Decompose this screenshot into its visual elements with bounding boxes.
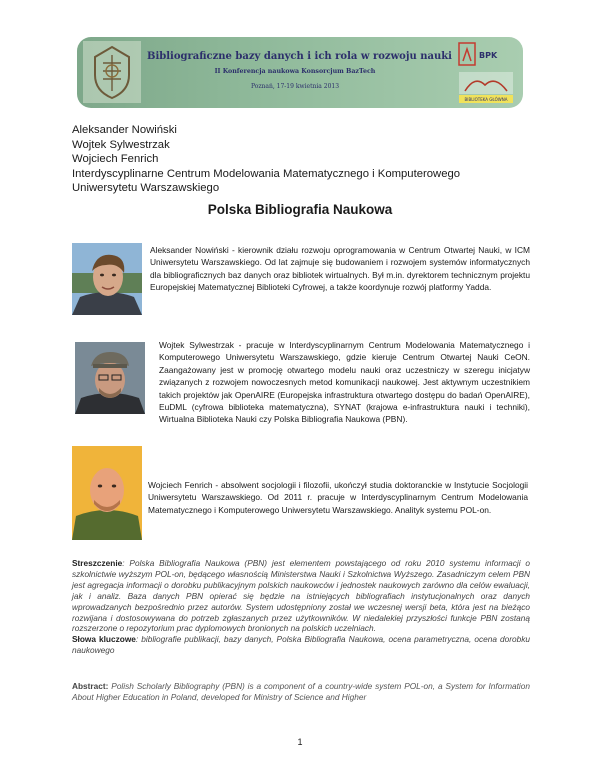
- banner-date: Poznań, 17-19 kwietnia 2013: [250, 83, 340, 90]
- bio-photo-spacer: [72, 339, 159, 414]
- bpk-logo-text: BPK: [479, 51, 498, 60]
- abstract-en-label: Abstract:: [72, 681, 109, 691]
- keywords-text: : bibliografie publikacji, bazy danych, Polska Bibliografia Naukowa, ocena parametryczna, ocena dorobku naukowego: [72, 634, 530, 656]
- page-number: 1: [297, 737, 303, 747]
- keywords: [72, 634, 530, 656]
- bio-sylwestrzak-text: Wojtek Sylwestrzak - pracuje w Interdyscyplinarnym Centrum Modelowania Matematycznego i Komputerowego Uniwersytetu Warszawskiego, gdzie kieruje Centrum Otwartej Nauki CeON. Zaangażowany jest w promocję otwartego modelu nauki oraz uczestniczy w szeregu inicjatyw związanych z rozwojem nowoczesnych metod komunikacji naukowej. Jest aktywnym uczestnikiem takich projektów jak OpenAIRE (Europejska infrastruktura otwartego dostępu do badań OpenAIRE), EuDML (cyfrowa biblioteka matematyczna), SYNAT (krajowa e-infrastruktura nauki i techniki), Wirtualna Biblioteka Nauki czy Polska Bibliografia Naukowa (PBN).: [159, 340, 530, 425]
- bpk-logo: [457, 41, 515, 67]
- abstract-english: [72, 681, 530, 703]
- paper-title: Polska Bibliografia Naukowa: [207, 202, 393, 217]
- university-crest-logo: [83, 41, 141, 103]
- keywords-label: Słowa kluczowe: [72, 634, 136, 645]
- abstract-text: : Polska Bibliografia Naukowa (PBN) jest elementem powstającego od roku 2010 systemu informacji o szkolnictwie wyższym POL-on, będącego własnością Ministerstwa Nauki i Szkolnictwa Wyższego. Zasadniczym celem PBN jest agregacja informacji o dorobku publikacyjnym polskich naukowców i jednostek naukowych zarówno dla celów ewaluacji, jak i analiz. Baza danych PBN opierać się będzie na istniejących bibliografiach instytucjonalnych oraz danych wprowadzanych bezpośrednio przez autorów. System udostępniony został we wczesnej wersji beta, która jest na bieżąco rozwijana i dostosowywana do potrzeb zgłaszanych przez użytkowników. W niedalekiej przyszłości funkcje PBN zostaną rozszerzone o repozytorium prac dyplomowych bronionych na polskich uczelniach.: [72, 558, 530, 634]
- banner-subtitle: II Konferencja naukowa Konsorcjum BazTech: [214, 68, 376, 75]
- bio-nowinski: Aleksander Nowiński - kierownik działu rozwoju oprogramowania w Centrum Otwartej Nauki, w ICM Uniwersytetu Warszawskiego. Od lat zajmuje się budowaniem i rozwojem systemów informatycznych dla bibliograficznych baz danych oraz bibliotek wirtualnych. Był m.in. dyrektorem technicznym projektu Europejskiej Matematycznej Biblioteki Cyfrowej, a także koordynuje rozwój platformy Yadda.: [150, 245, 530, 293]
- library-logo: [457, 71, 515, 104]
- conference-banner: [77, 37, 523, 108]
- affiliation: Uniwersytetu Warszawskiego: [72, 182, 220, 195]
- author-photo-nowinski: [72, 243, 142, 315]
- affiliation: Interdyscyplinarne Centrum Modelowania Matematycznego i Komputerowego: [72, 167, 461, 180]
- author-photo-fenrich: [72, 446, 142, 540]
- author-name: Wojciech Fenrich: [72, 153, 159, 166]
- banner-title: Bibliograficzne bazy danych i ich rola w rozwoju nauki: [147, 51, 452, 62]
- bio-fenrich: Wojciech Fenrich - absolwent socjologii i filozofii, ukończył studia doktoranckie w Instytucie Socjologii Uniwersytetu Warszawskiego. Od 2011 r. pracuje w Interdyscyplinarnym Centrum Modelowania Matematycznego i Komputerowego Uniwersytetu Warszawskiego. Analityk systemu POL-on.: [148, 480, 528, 515]
- bio-sylwestrzak: [72, 339, 530, 426]
- abstract-polish: [72, 558, 530, 656]
- author-name: Aleksander Nowiński: [72, 124, 177, 136]
- abstract-en-text: Polish Scholarly Bibliography (PBN) is a component of a country-wide system POL-on, a System for Information About Higher Education in Poland, developed for Ministry of Science and Higher: [72, 681, 530, 702]
- author-name: Wojtek Sylwestrzak: [72, 138, 170, 151]
- library-logo-text: BIBLIOTEKA GŁÓWNA: [464, 97, 508, 102]
- author-list: [72, 123, 460, 196]
- abstract-label: Streszczenie: [72, 558, 123, 568]
